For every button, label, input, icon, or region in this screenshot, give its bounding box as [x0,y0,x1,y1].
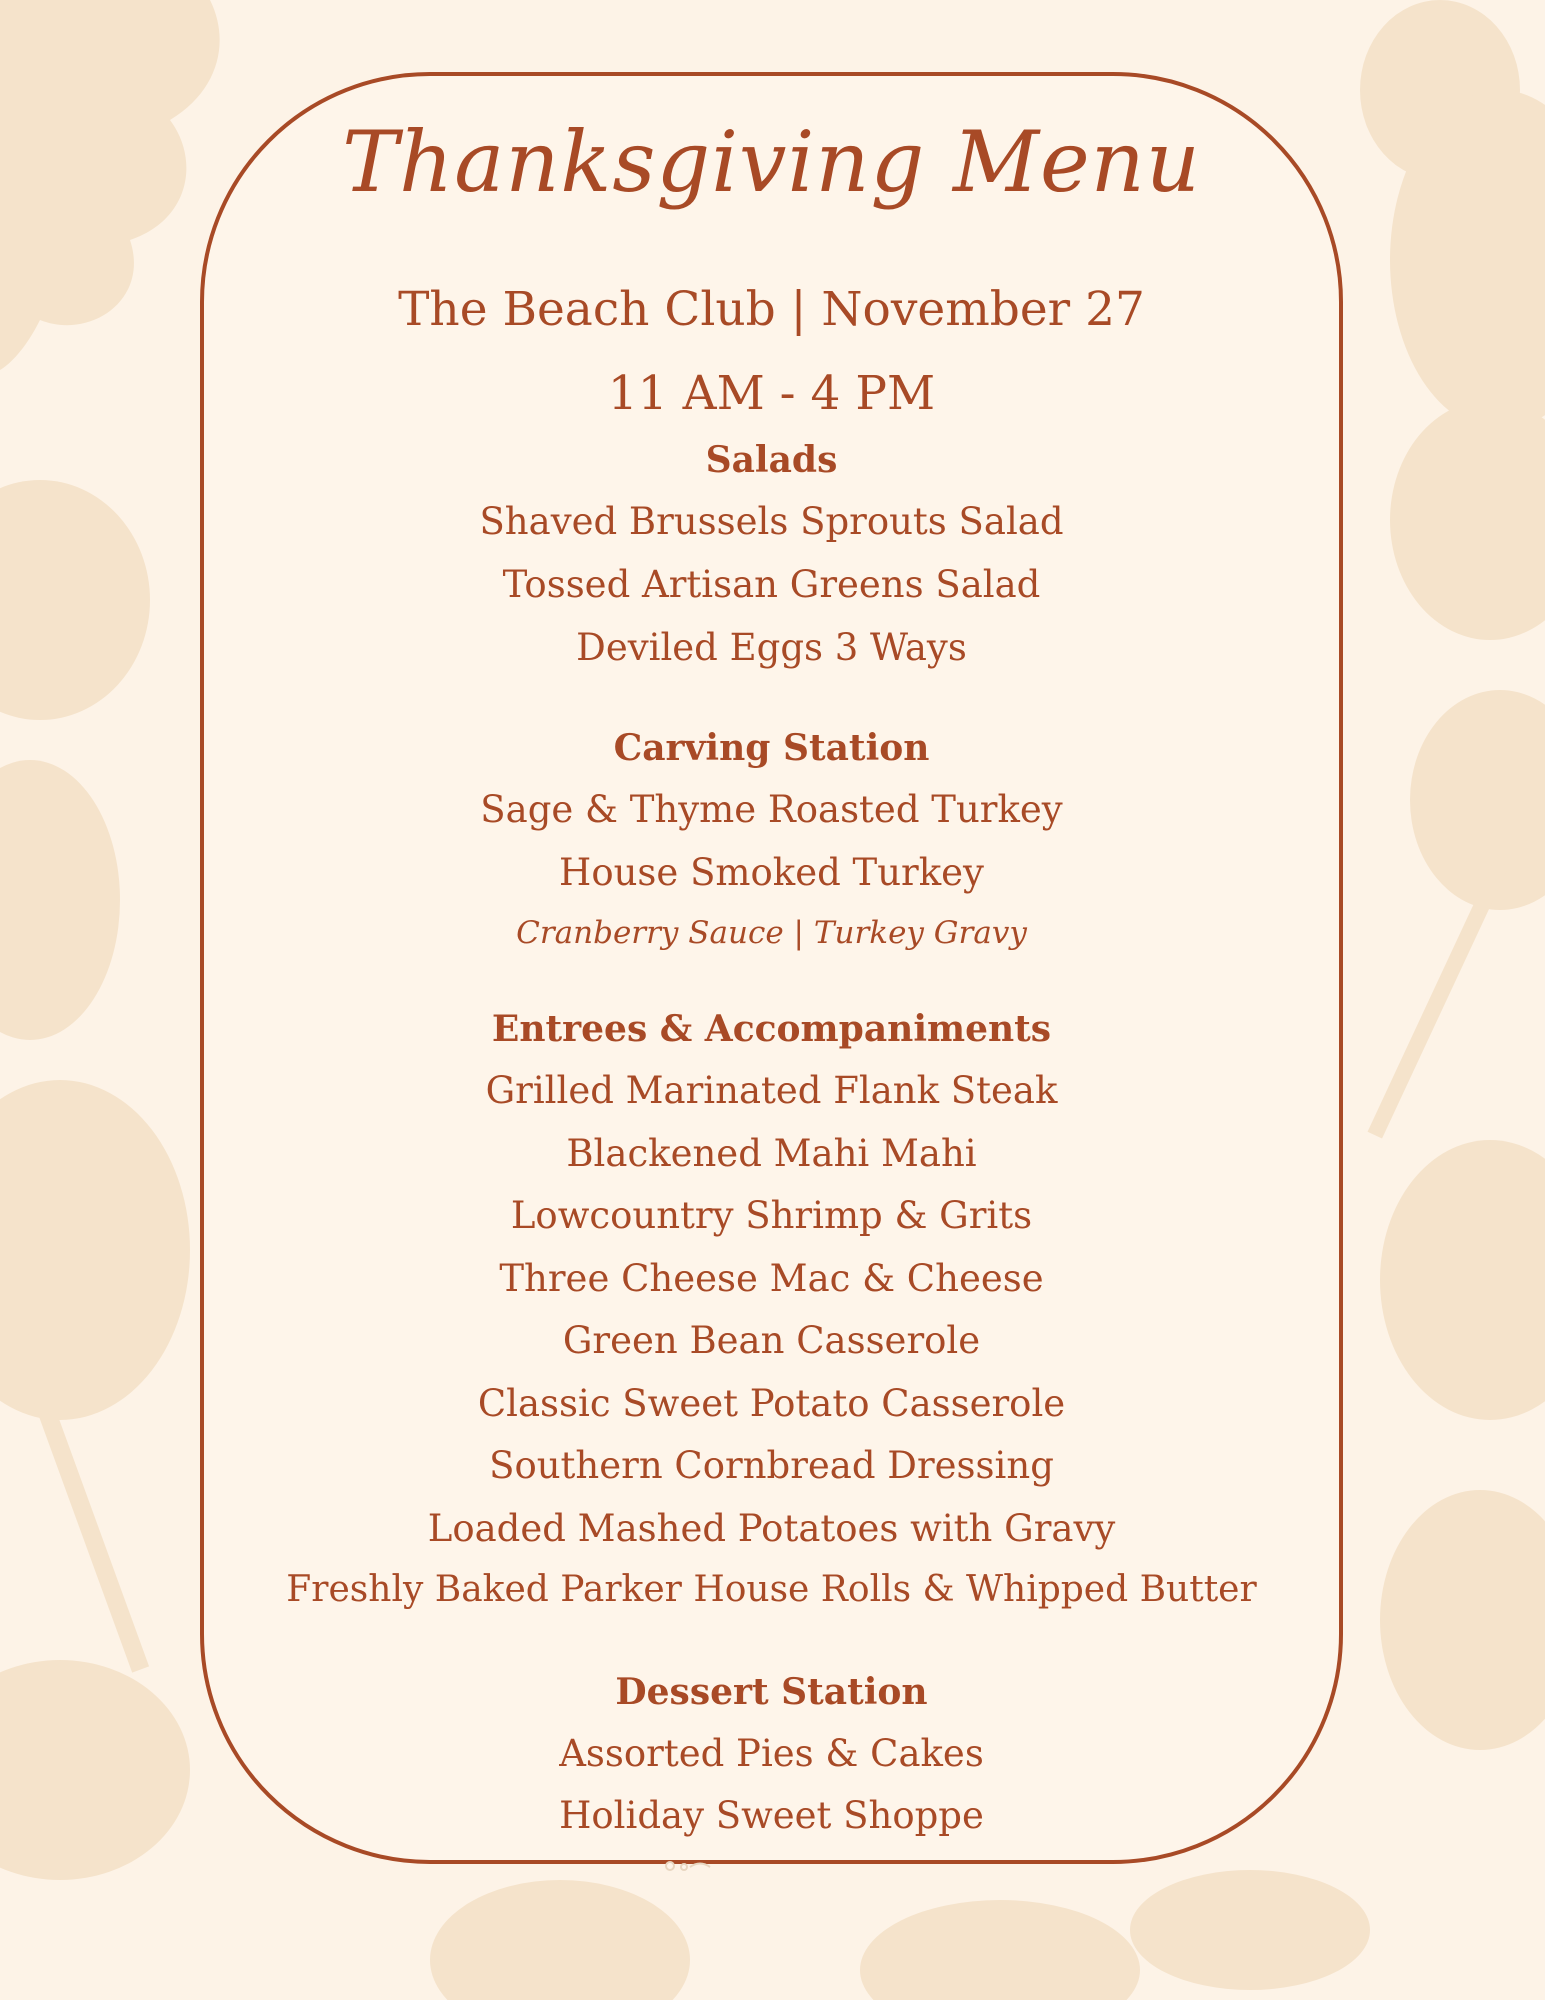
swirl-ornament-icon [650,1858,740,1878]
menu-title: Thanksgiving Menu [342,113,1201,211]
section-title-dessert-station: Dessert Station [615,1671,928,1713]
leaf-decoration [0,0,220,370]
turkey-decoration [0,480,150,720]
leaf-decoration-3 [1380,1490,1545,1750]
menu-item: Loaded Mashed Potatoes with Gravy [427,1507,1116,1550]
menu-item: Freshly Baked Parker House Rolls & Whipped Butter [286,1569,1257,1610]
menu-item: Sage & Thyme Roasted Turkey [480,788,1063,831]
menu-item: Tossed Artisan Greens Salad [502,563,1041,606]
menu-item: Deviled Eggs 3 Ways [576,626,967,669]
hours-line: 11 AM - 4 PM [607,366,936,421]
pumpkin-decoration-2 [1380,1140,1545,1420]
carving-station-note: Cranberry Sauce | Turkey Gravy [516,915,1027,951]
menu-item: Assorted Pies & Cakes [559,1732,984,1775]
menu-item: Classic Sweet Potato Casserole [477,1382,1066,1425]
section-title-carving-station: Carving Station [613,727,930,769]
menu-item: Three Cheese Mac & Cheese [499,1257,1044,1300]
menu-item: Shaved Brussels Sprouts Salad [479,500,1064,543]
menu-item: Southern Cornbread Dressing [489,1444,1054,1487]
leaf-decoration-2 [0,760,120,1040]
menu-item: Green Bean Casserole [562,1319,981,1362]
menu-item: House Smoked Turkey [559,851,984,894]
pumpkin-decoration [1390,400,1545,640]
venue-date-line: The Beach Club | November 27 [398,282,1145,337]
flower-decoration [0,1660,190,1880]
menu-item: Grilled Marinated Flank Steak [485,1069,1058,1112]
stem-decoration-2 [1368,860,1509,1139]
menu-item: Lowcountry Shrimp & Grits [510,1194,1033,1237]
pumpkin-decoration-3 [430,1880,690,2000]
menu-item: Blackened Mahi Mahi [566,1132,977,1175]
flower-decoration-2 [1410,690,1545,910]
pumpkin-decoration-4 [860,1900,1140,2000]
leaf-decoration-4 [1130,1870,1370,1990]
section-title-salads: Salads [705,439,838,481]
menu-item: Holiday Sweet Shoppe [559,1794,984,1837]
section-title-entrees: Entrees & Accompaniments [491,1008,1052,1050]
